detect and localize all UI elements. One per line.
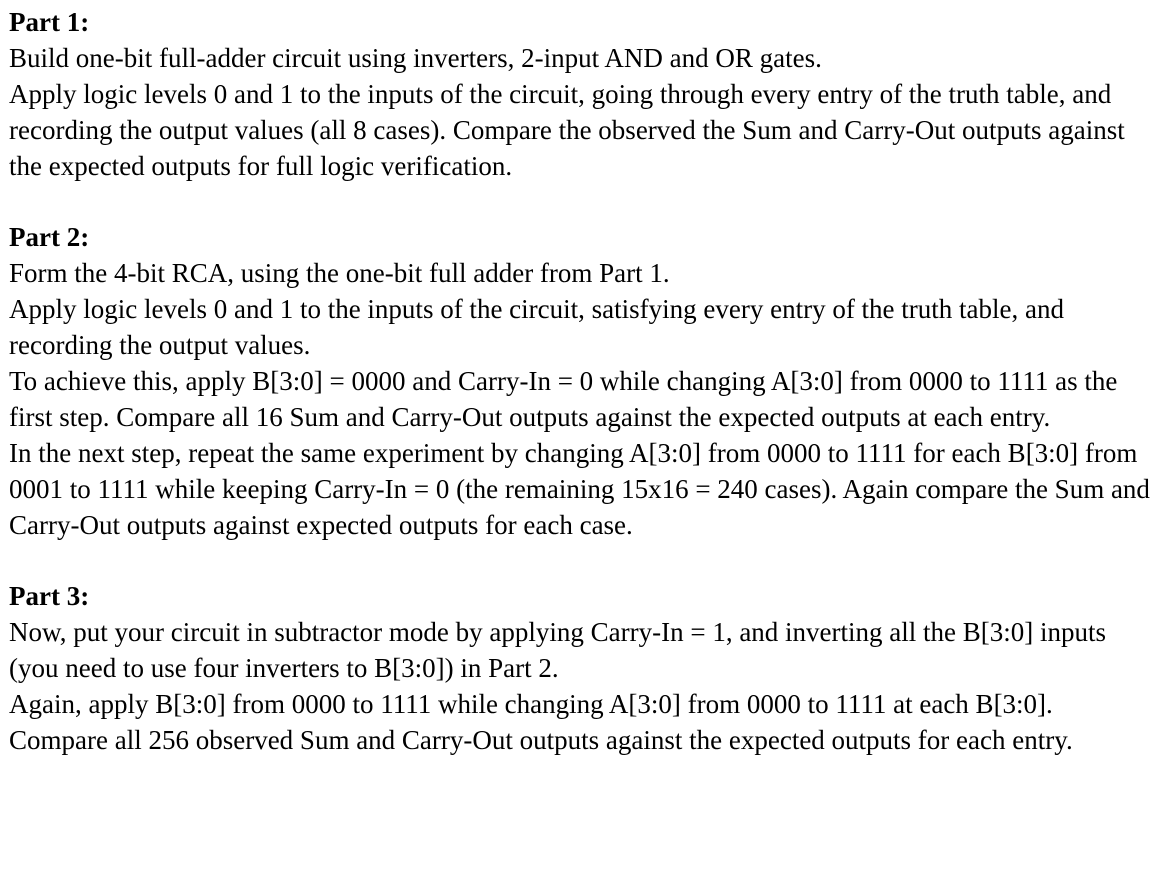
section-part-3 (9, 578, 1156, 758)
paragraph: In the next step, repeat the same experiment by changing A[3:0] from 0000 to 1111 for each B[3:0] from 0001 to 1111 while keeping Carry-In = 0 (the remaining 15x16 = 240 cases). Again compare the Sum and Carry-Out outputs against expected outputs for each case. (9, 438, 1150, 540)
paragraph: Now, put your circuit in subtractor mode by applying Carry-In = 1, and inverting all the B[3:0] inputs (you need to use four inverters to B[3:0]) in Part 2. (9, 617, 1107, 683)
paragraph: Apply logic levels 0 and 1 to the inputs of the circuit, satisfying every entry of the truth table, and recording the output values. (9, 294, 1064, 360)
paragraph: Apply logic levels 0 and 1 to the inputs of the circuit, going through every entry of the truth table, and recording the output values (all 8 cases). Compare the observed the Sum and Carry-Out outputs against the expected outputs for full logic verification. (9, 79, 1125, 181)
paragraph: Build one-bit full-adder circuit using inverters, 2-input AND and OR gates. (9, 43, 822, 73)
paragraph: Again, apply B[3:0] from 0000 to 1111 while changing A[3:0] from 0000 to 1111 at each B[3:0]. Compare all 256 observed Sum and Carry-Out outputs against the expected outputs for each entry. (9, 689, 1073, 755)
section-part-2 (9, 219, 1156, 543)
section-heading: Part 1: (9, 7, 90, 37)
section-heading: Part 3: (9, 581, 90, 611)
section-heading: Part 2: (9, 222, 90, 252)
paragraph: To achieve this, apply B[3:0] = 0000 and Carry-In = 0 while changing A[3:0] from 0000 to 1111 as the first step. Compare all 16 Sum and Carry-Out outputs against the expected outputs at each entry. (9, 366, 1118, 432)
paragraph: Form the 4-bit RCA, using the one-bit full adder from Part 1. (9, 258, 670, 288)
section-part-1 (9, 4, 1156, 184)
